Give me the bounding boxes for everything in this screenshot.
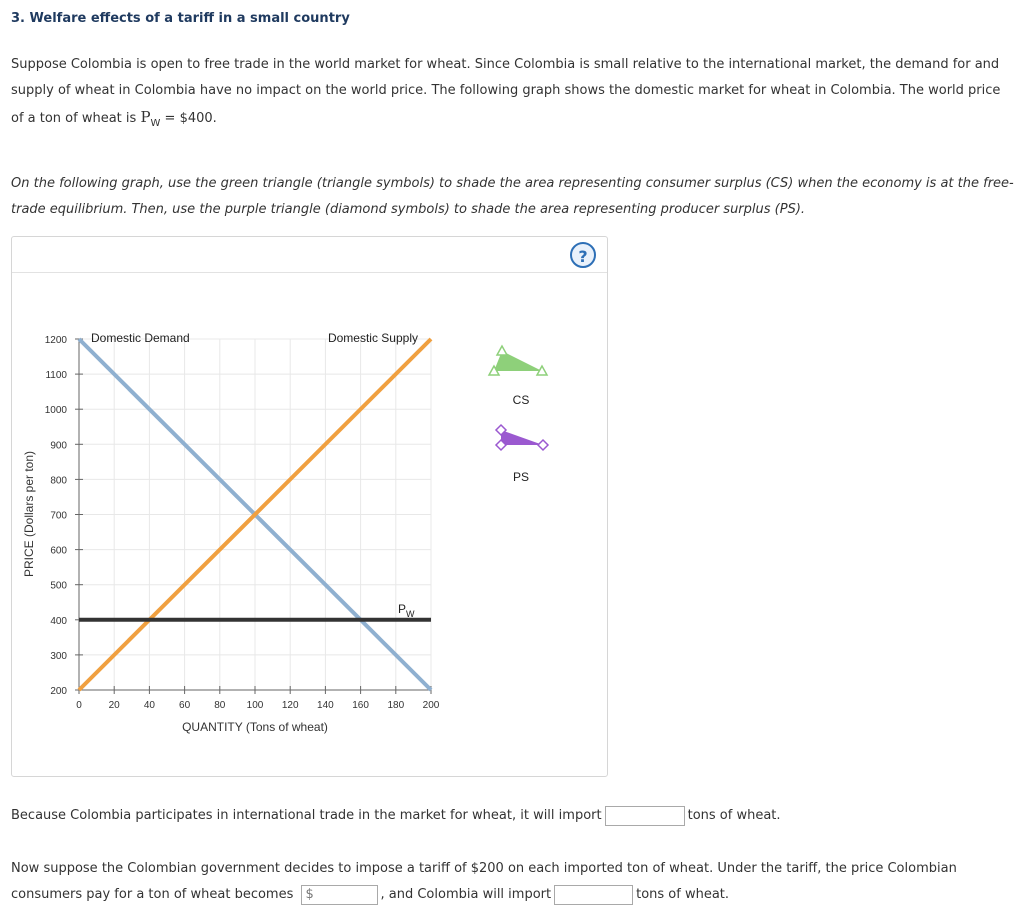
x-tick-label: 200 — [422, 700, 440, 711]
tariff-price-input[interactable] — [301, 885, 378, 905]
y-axis-title: PRICE (Dollars per ton) — [22, 450, 36, 578]
x-tick-label: 20 — [108, 700, 120, 711]
x-tick-label: 80 — [214, 700, 226, 711]
x-tick-label: 60 — [179, 700, 191, 711]
x-tick-label: 100 — [246, 700, 264, 711]
y-tick-label: 500 — [50, 580, 67, 592]
y-tick-label: 1200 — [44, 335, 67, 346]
currency-symbol: $ — [305, 886, 314, 902]
import-question — [11, 804, 781, 828]
import-question-unit: tons of wheat. — [687, 808, 781, 823]
x-axis-title: QUANTITY (Tons of wheat) — [182, 720, 328, 734]
tariff-import-unit: tons of wheat. — [636, 887, 730, 902]
import-answer-input[interactable] — [605, 806, 685, 826]
instructions-paragraph: On the following graph, use the green triangle (triangle symbols) to shade the area representing consumer surplus (CS) when the economy is at the free-trade equilibrium. Then, use the purple triangle (diamond symbols) to shade the area representing producer surplus (PS). — [11, 176, 1014, 217]
supply-label: Domestic Supply — [327, 331, 418, 345]
y-tick-label: 900 — [50, 440, 67, 452]
graph-panel — [11, 236, 608, 777]
ps-legend-label: PS — [512, 470, 530, 484]
x-tick-label: 0 — [76, 700, 82, 711]
y-tick-label: 200 — [50, 686, 67, 697]
y-tick-label: 300 — [50, 650, 67, 662]
world-price-value: = $400. — [160, 111, 217, 126]
ps-diamond-marker — [538, 440, 548, 450]
x-tick-label: 180 — [387, 700, 405, 711]
x-tick-label: 40 — [143, 700, 155, 711]
y-tick-label: 1000 — [44, 405, 67, 417]
intro-text: Suppose Colombia is open to free trade in the world market for wheat. Since Colombia is small relative to the international market, the demand for and supply of wheat in Colombia have no impact on the world price. The following graph shows the domestic market for wheat in Colombia. The world price of a ton of wheat is — [11, 57, 1001, 126]
ps-triangle-icon — [501, 430, 543, 445]
y-tick-label: 800 — [50, 475, 67, 487]
tariff-import-text: , and Colombia will import — [380, 887, 552, 902]
cs-triangle-marker — [497, 346, 507, 355]
import-question-text: Because Colombia participates in international trade in the market for wheat, it will import — [11, 808, 602, 823]
y-tick-label: 400 — [50, 615, 67, 627]
x-tick-label: 160 — [352, 700, 369, 711]
tariff-import-input[interactable] — [554, 885, 633, 905]
help-button[interactable]: ? — [570, 242, 596, 268]
x-tick-label: 120 — [281, 700, 299, 711]
y-tick-label: 700 — [50, 510, 67, 522]
world-price-symbol: $P_W$ — [140, 108, 161, 129]
tariff-question — [11, 856, 1011, 908]
demand-label: Domestic Demand — [91, 331, 190, 345]
chart-legend — [489, 346, 548, 484]
intro-paragraph — [11, 52, 1016, 137]
tariff-question-text: Now suppose the Colombian government decides to impose a tariff of $200 on each imported ton of wheat. Under the tariff, the price Colombian consumers pay for a ton of wheat becomes — [11, 861, 957, 902]
pw-line-label: $P_W$ — [398, 602, 415, 619]
question-heading: 3. Welfare effects of a tariff in a small country — [11, 11, 350, 26]
y-tick-label: 600 — [50, 545, 67, 557]
x-tick-label: 140 — [317, 700, 334, 711]
welfare-chart — [12, 237, 607, 776]
cs-legend-label: CS — [512, 393, 530, 407]
y-tick-label: 1100 — [45, 370, 67, 382]
